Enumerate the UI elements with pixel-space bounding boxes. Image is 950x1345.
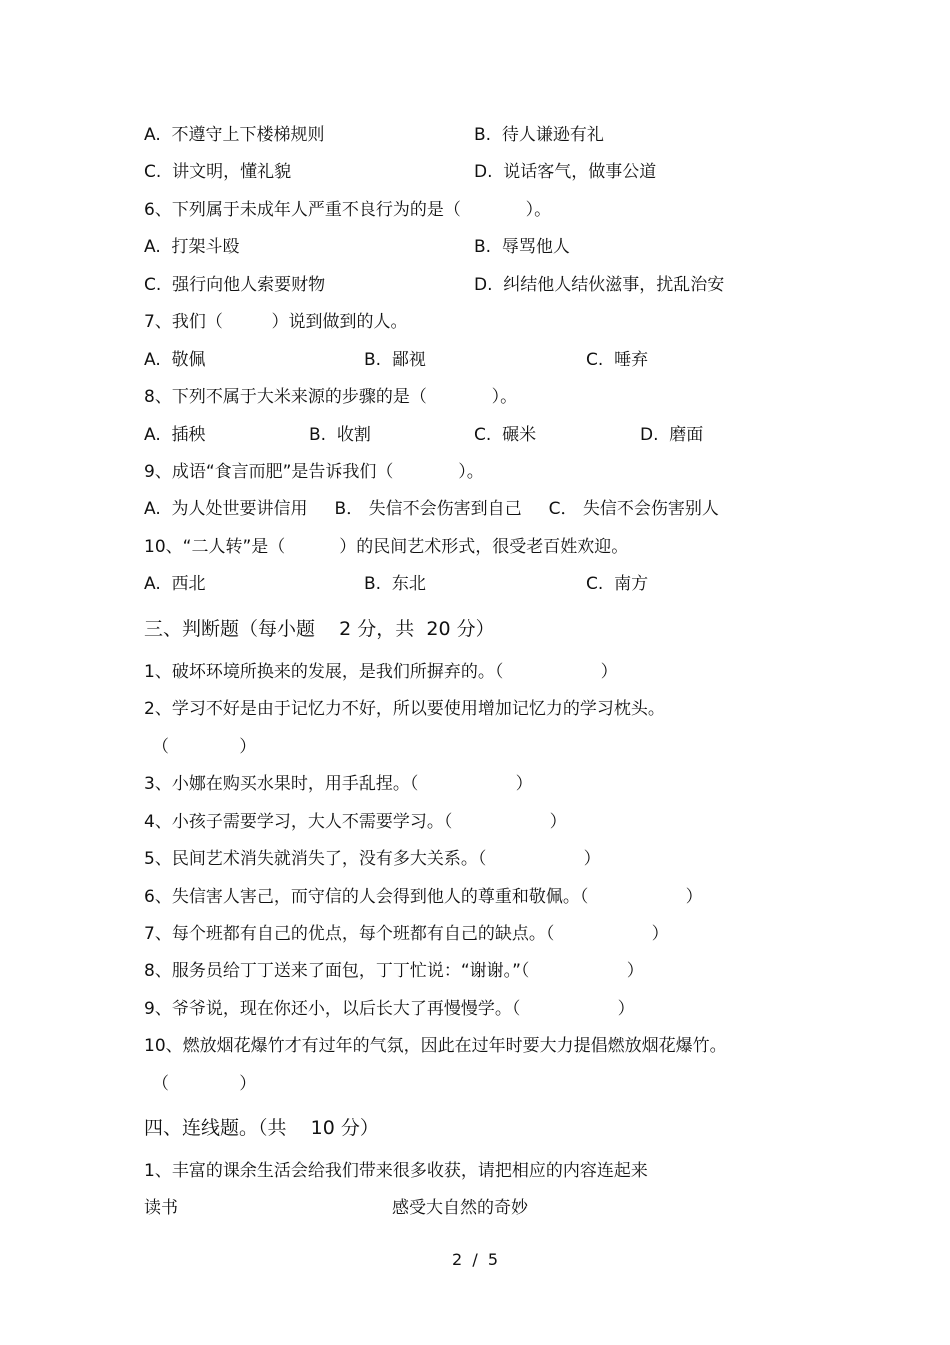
matching-question: 1、丰富的课余生活会给我们带来很多收获，请把相应的内容连起来: [144, 1161, 648, 1181]
q5-option-c: C. 讲文明，懂礼貌: [144, 162, 292, 182]
judge-item: 6、失信害人害己，而守信的人会得到他人的尊重和敬佩。（ ）: [144, 887, 703, 907]
q10-option-a: A. 西北: [144, 574, 206, 594]
q10-stem: 10、“二人转”是（ ）的民间艺术形式，很受老百姓欢迎。: [144, 537, 629, 557]
q8-option-c: C. 碾米: [474, 425, 537, 445]
judge-item: 8、服务员给丁丁送来了面包，丁丁忙说：“谢谢。”（ ）: [144, 961, 644, 981]
judge-item: 1、破坏环境所换来的发展，是我们所摒弃的。（ ）: [144, 662, 618, 682]
judge-item: 4、小孩子需要学习，大人不需要学习。（ ）: [144, 812, 567, 832]
q9-stem: 9、成语“食言而肥”是告诉我们（ ）。: [144, 462, 484, 482]
section3-title: 三、判断题（每小题 2 分，共 20 分）: [144, 618, 495, 640]
judge-item: 10、燃放烟花爆竹才有过年的气氛，因此在过年时要大力提倡燃放烟花爆竹。: [144, 1036, 727, 1056]
q5-option-b: B. 待人谦逊有礼: [474, 125, 604, 145]
q8-option-d: D. 磨面: [640, 425, 704, 445]
q6-option-c: C. 强行向他人索要财物: [144, 275, 326, 295]
section4-title: 四、连线题。（共 10 分）: [144, 1117, 379, 1139]
q8-option-b: B. 收割: [309, 425, 371, 445]
q6-option-a: A. 打架斗殴: [144, 237, 240, 257]
judge-item: 9、爷爷说，现在你还小，以后长大了再慢慢学。（ ）: [144, 999, 635, 1019]
q10-option-c: C. 南方: [586, 574, 649, 594]
judge-item: 3、小娜在购买水果时，用手乱捏。（ ）: [144, 774, 533, 794]
q7-option-b: B. 鄙视: [364, 350, 426, 370]
q10-option-b: B. 东北: [364, 574, 426, 594]
judge-item: 7、每个班都有自己的优点，每个班都有自己的缺点。（ ）: [144, 924, 669, 944]
judge-item: 5、民间艺术消失就消失了，没有多大关系。（ ）: [144, 849, 601, 869]
judge-item-blank: （ ）: [152, 1074, 257, 1094]
matching-right-item: 感受大自然的奇妙: [392, 1198, 528, 1218]
q8-stem: 8、下列不属于大米来源的步骤的是（ ）。: [144, 387, 518, 407]
q7-option-c: C. 唾弃: [586, 350, 649, 370]
judge-item: 2、学习不好是由于记忆力不好，所以要使用增加记忆力的学习枕头。: [144, 699, 665, 719]
q6-stem: 6、下列属于未成年人严重不良行为的是（ ）。: [144, 200, 552, 220]
q9-options: A. 为人处世要讲信用 B． 失信不会伤害到自己 C． 失信不会伤害别人: [144, 499, 719, 519]
matching-left-item: 读书: [144, 1198, 178, 1218]
q7-stem: 7、我们（ ）说到做到的人。: [144, 312, 408, 332]
q5-option-a: A. 不遵守上下楼梯规则: [144, 125, 325, 145]
judge-item-blank: （ ）: [152, 737, 257, 757]
q7-option-a: A. 敬佩: [144, 350, 206, 370]
q8-option-a: A. 插秧: [144, 425, 206, 445]
page-number: 2 / 5: [452, 1250, 499, 1269]
q6-option-d: D. 纠结他人结伙滋事，扰乱治安: [474, 275, 725, 295]
q5-option-d: D. 说话客气，做事公道: [474, 162, 657, 182]
q6-option-b: B. 辱骂他人: [474, 237, 570, 257]
